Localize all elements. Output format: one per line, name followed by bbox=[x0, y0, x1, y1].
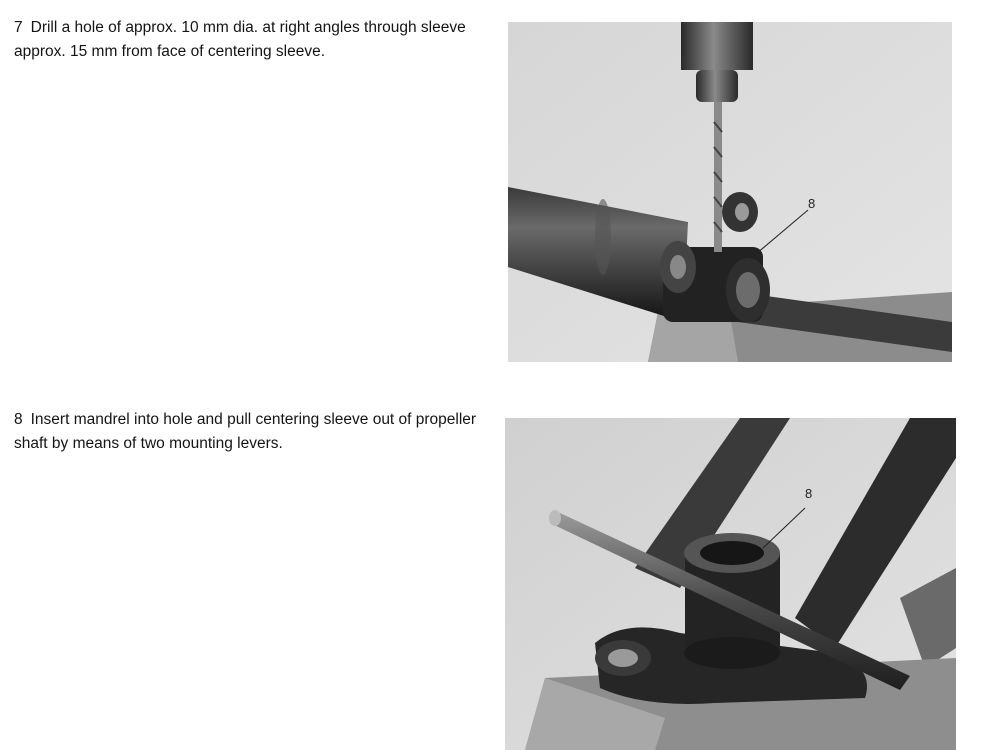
step-number: 8 bbox=[14, 411, 23, 428]
mandrel-extraction-photo bbox=[505, 418, 956, 750]
step-8-instruction bbox=[14, 408, 484, 456]
drilling-photo bbox=[508, 22, 952, 362]
step-7-instruction bbox=[14, 16, 484, 64]
step-number: 7 bbox=[14, 19, 23, 36]
step-text: Drill a hole of approx. 10 mm dia. at right angles through sleeve approx. 15 mm from face of centering sleeve. bbox=[14, 19, 466, 60]
step-text: Insert mandrel into hole and pull centering sleeve out of propeller shaft by means of two mounting levers. bbox=[14, 411, 477, 452]
callout-label-8: 8 bbox=[805, 486, 813, 501]
callout-label-8: 8 bbox=[808, 196, 816, 211]
